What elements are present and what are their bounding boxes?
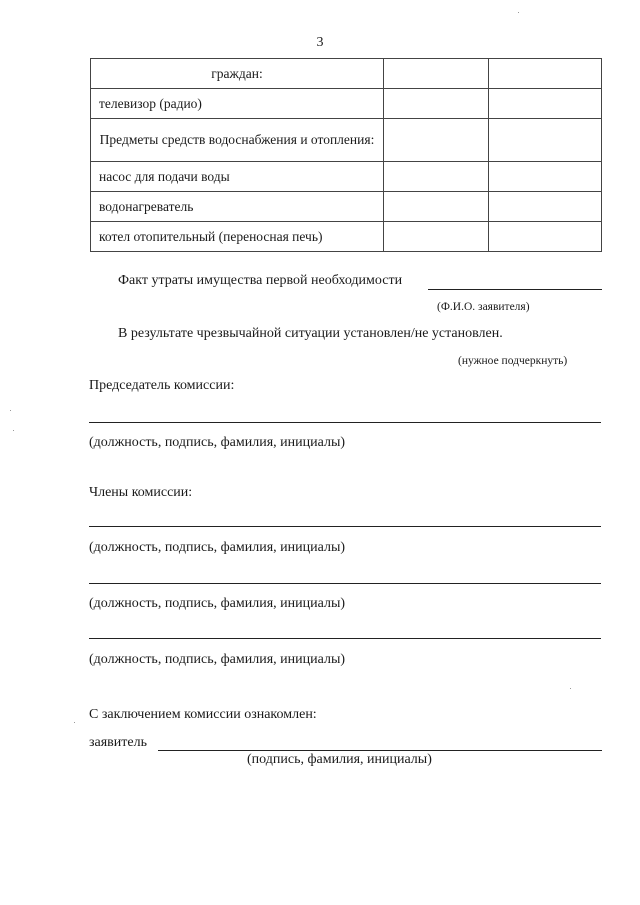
fio-caption: (Ф.И.О. заявителя) bbox=[437, 301, 530, 313]
empty-cell bbox=[489, 89, 602, 119]
signature-caption: (подпись, фамилия, инициалы) bbox=[247, 752, 432, 767]
table-row bbox=[91, 119, 602, 162]
member-1-signature-line bbox=[89, 526, 601, 527]
property-table bbox=[90, 58, 602, 252]
scan-speck bbox=[518, 12, 519, 13]
chairman-signature-line bbox=[89, 422, 601, 423]
member-2-position-caption: (должность, подпись, фамилия, инициалы) bbox=[89, 596, 346, 611]
chairman-position-caption: (должность, подпись, фамилия, инициалы) bbox=[89, 435, 346, 450]
table-row bbox=[91, 162, 602, 192]
empty-cell bbox=[489, 222, 602, 252]
applicant-label: заявитель bbox=[89, 735, 147, 750]
item-label-cell: насос для подачи воды bbox=[91, 162, 384, 192]
empty-cell bbox=[489, 119, 602, 162]
item-label-cell: телевизор (радио) bbox=[91, 89, 384, 119]
scan-speck bbox=[570, 688, 571, 689]
member-3-position-caption: (должность, подпись, фамилия, инициалы) bbox=[89, 652, 346, 667]
chairman-label: Председатель комиссии: bbox=[89, 378, 235, 393]
item-label-cell: котел отопительный (переносная печь) bbox=[91, 222, 384, 252]
members-label: Члены комиссии: bbox=[89, 485, 193, 500]
applicant-signature-line bbox=[158, 750, 602, 751]
empty-cell bbox=[384, 59, 489, 89]
scan-speck bbox=[74, 722, 75, 723]
empty-cell bbox=[384, 192, 489, 222]
scan-speck bbox=[10, 410, 11, 411]
item-label-cell: граждан: bbox=[91, 59, 384, 89]
table-row bbox=[91, 89, 602, 119]
table-row bbox=[91, 59, 602, 89]
member-2-signature-line bbox=[89, 583, 601, 584]
page-number: 3 bbox=[316, 35, 324, 50]
member-1-position-caption: (должность, подпись, фамилия, инициалы) bbox=[89, 540, 346, 555]
scan-speck bbox=[13, 430, 14, 431]
empty-cell bbox=[384, 222, 489, 252]
empty-cell bbox=[384, 119, 489, 162]
acquainted-label: С заключением комиссии ознакомлен: bbox=[89, 707, 317, 722]
empty-cell bbox=[384, 162, 489, 192]
underline-note: (нужное подчеркнуть) bbox=[458, 355, 568, 367]
fact-loss-label: Факт утраты имущества первой необходимости bbox=[118, 273, 403, 288]
empty-cell bbox=[384, 89, 489, 119]
table-row bbox=[91, 222, 602, 252]
emergency-text: В результате чрезвычайной ситуации установлен/не установлен. bbox=[118, 326, 503, 341]
empty-cell bbox=[489, 192, 602, 222]
item-label-cell: Предметы средств водоснабжения и отопления: bbox=[91, 119, 384, 162]
empty-cell bbox=[489, 59, 602, 89]
member-3-signature-line bbox=[89, 638, 601, 639]
empty-cell bbox=[489, 162, 602, 192]
item-label-cell: водонагреватель bbox=[91, 192, 384, 222]
table-row bbox=[91, 192, 602, 222]
fact-loss-line bbox=[428, 289, 602, 290]
